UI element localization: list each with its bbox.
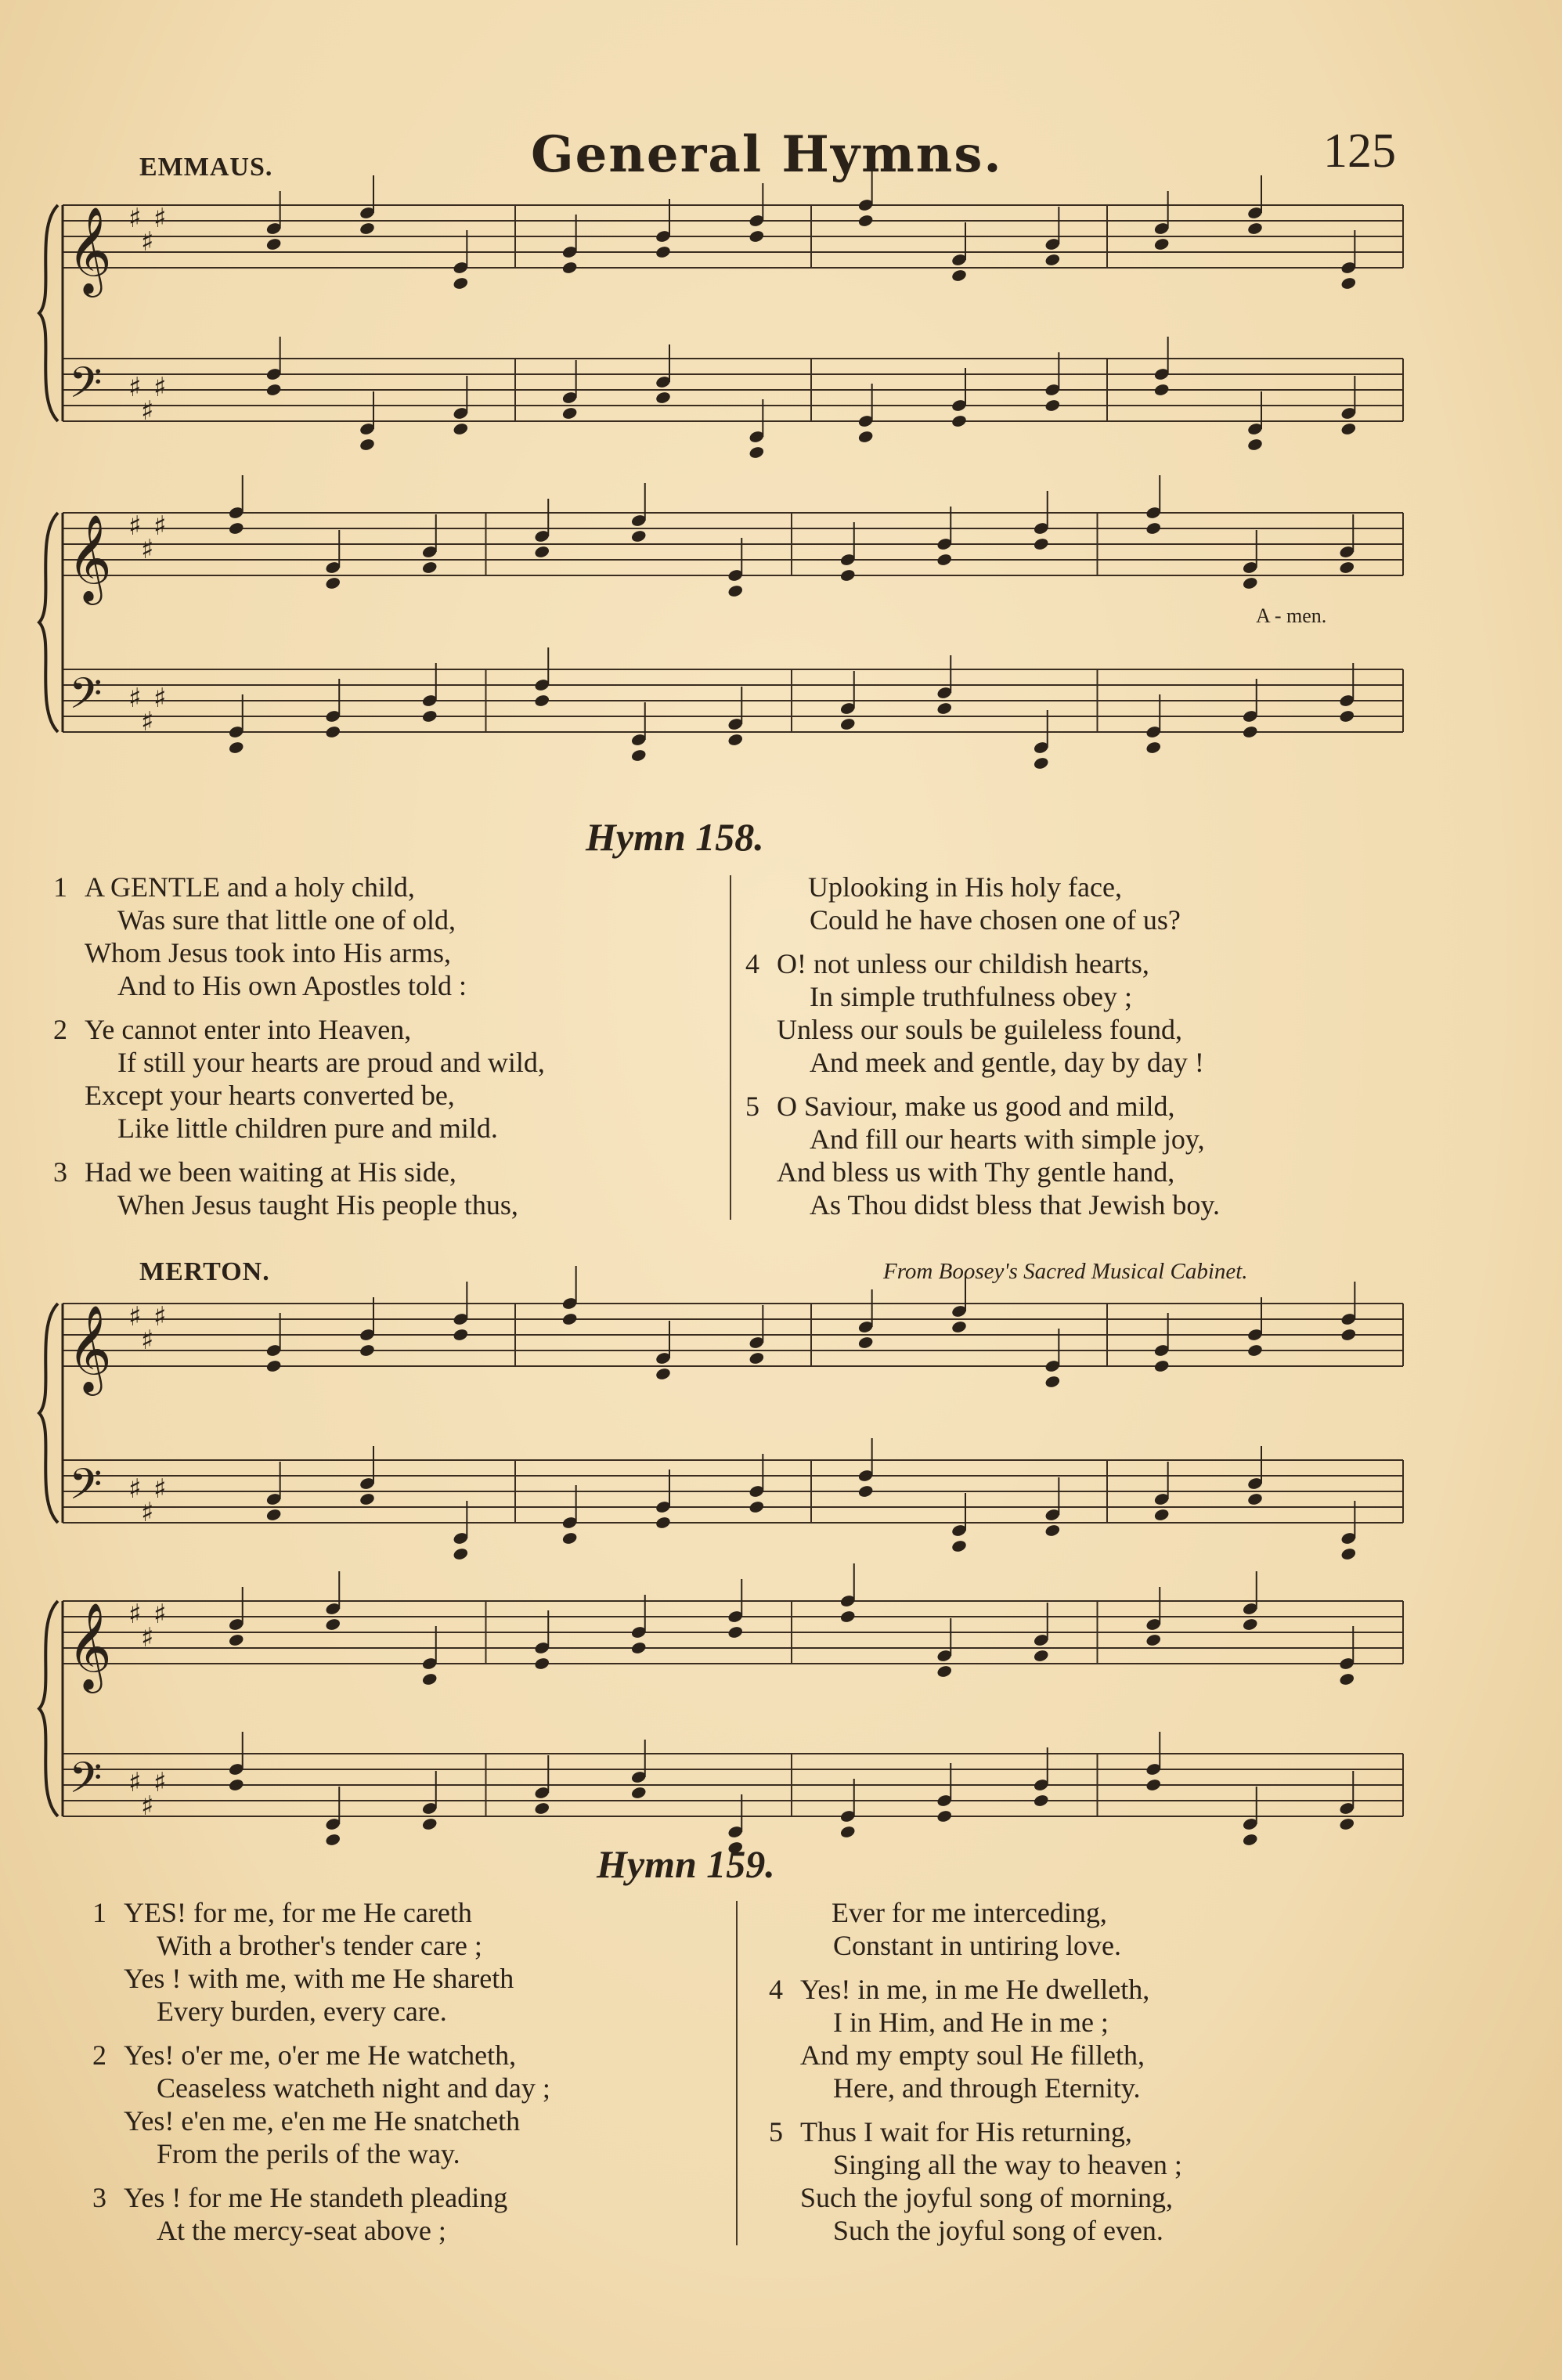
sharp-icon: ♯ [141,1622,154,1653]
note-head [857,430,874,444]
verse-number: 4 [745,948,759,979]
note-head [453,1547,469,1561]
verse-first-line [769,2115,1411,2148]
verse-line: And meek and gentle, day by day ! [810,1047,1204,1078]
note-head [839,1825,856,1839]
note-head [1339,1817,1355,1831]
hymn-159-column-2 [769,1896,1411,2258]
amen-label: A - men. [1256,604,1327,627]
verse-line-text: Yes! o'er me, o'er me He watcheth, [124,2039,517,2071]
note-head [1246,438,1263,452]
verse-line: At the mercy-seat above ; [157,2215,446,2246]
note-head [228,521,244,536]
sharp-icon: ♯ [141,1325,154,1356]
sharp-icon: ♯ [153,1473,167,1505]
note-head [630,529,647,543]
note-head [1242,725,1258,739]
verse-line-text: Yes! in me, in me He dwelleth, [800,1974,1150,2005]
treble-clef-icon: 𝄞 [67,514,112,601]
verse-number: 5 [769,2116,783,2147]
note-head [951,269,967,283]
verse-first-line [745,947,1419,980]
verse [53,1156,727,1221]
note-head [1242,576,1258,590]
verse-line: When Jesus taught His people thus, [117,1189,518,1221]
note-head [325,576,341,590]
verse-line-text: A GENTLE and a holy child, [85,871,415,903]
verse-first-line [92,2181,734,2214]
system-brace [39,513,58,732]
note-head [839,568,856,582]
note-head [534,545,550,559]
sharp-icon: ♯ [128,203,142,234]
verse-line: Constant in untiring love. [833,1930,1121,1961]
verse [745,1090,1419,1221]
system-brace [39,1601,58,1816]
note-head [936,701,953,716]
verse-line-text: Uplooking in His holy face, [808,871,1122,903]
note-head [359,438,375,452]
verse-line: Could he have chosen one of us? [810,904,1181,936]
verse-line-text: Ye cannot enter into Heaven, [85,1014,412,1045]
sharp-icon: ♯ [128,372,142,403]
sharp-icon: ♯ [141,534,154,565]
note-head [1246,1492,1263,1506]
note-head [228,1633,244,1647]
verse [92,1896,734,2028]
verse-number: 2 [92,2039,106,2071]
note-head [1145,1633,1162,1647]
sharp-icon: ♯ [153,1767,167,1798]
verse-line: And fill our hearts with simple joy, [810,1123,1205,1155]
verse-line: Unless our souls be guileless found, [777,1014,1182,1045]
verse-line: Yes! e'en me, e'en me He snatcheth [124,2105,521,2137]
verse [769,2115,1411,2247]
verse-first-line [745,871,1419,903]
verse-line-text: O! not unless our childish hearts, [777,948,1149,979]
note-head [1153,1508,1170,1522]
verse-first-line [745,1090,1419,1123]
note-head [630,1641,647,1655]
hymn-159-title: Hymn 159. [597,1842,775,1886]
verse-line-text: O Saviour, make us good and mild, [777,1091,1175,1122]
note-head [228,741,244,755]
tune-credit: From Boosey's Sacred Musical Cabinet. [883,1259,1248,1284]
verse-first-line [769,1896,1411,1929]
sharp-icon: ♯ [128,1767,142,1798]
hymn-158-title: Hymn 158. [586,815,764,859]
verse-line: Such the joyful song of morning, [800,2182,1173,2213]
note-head [1242,1617,1258,1632]
verse-line: Ceaseless watcheth night and day ; [157,2072,550,2104]
note-head [936,1664,953,1679]
note-head [1153,1359,1170,1373]
verse-line-text: Yes ! for me He standeth pleading [124,2182,508,2213]
note-head [561,261,578,275]
note-head [265,383,282,397]
verse-first-line [92,1896,734,1929]
note-head [1339,709,1355,723]
verse-line: Here, and through Eternity. [833,2072,1141,2104]
hymn-159-column-1 [92,1896,734,2258]
note-head [359,222,375,236]
sharp-icon: ♯ [141,1790,154,1822]
note-head [561,1312,578,1326]
page-title: General Hymns. [531,125,1003,184]
note-head [325,1833,341,1847]
note-head [1246,222,1263,236]
verse [53,1013,727,1145]
verse-line: Like little children pure and mild. [117,1112,498,1144]
verse-line: With a brother's tender care ; [157,1930,482,1961]
note-head [655,245,671,259]
note-head [325,1617,341,1632]
sharp-icon: ♯ [153,203,167,234]
note-head [749,445,765,460]
note-head [857,1484,874,1498]
note-head [453,422,469,436]
note-head [1153,237,1170,251]
sharp-icon: ♯ [141,226,154,258]
verse-first-line [53,1013,727,1046]
note-head [228,1778,244,1792]
note-head [1153,383,1170,397]
sharp-icon: ♯ [141,706,154,737]
note-head [1246,1343,1263,1358]
column-divider [730,875,731,1220]
verse-line-text: YES! for me, for me He careth [124,1897,472,1928]
tune-name-emmaus: EMMAUS. [139,153,273,182]
note-head [1145,1778,1162,1792]
verse-number: 4 [769,1974,783,2005]
treble-clef-icon: 𝄞 [67,206,112,294]
note-head [1145,741,1162,755]
note-head [1033,537,1049,551]
verse-line: Yes ! with me, with me He shareth [124,1963,514,1994]
verse-line: I in Him, and He in me ; [833,2007,1109,2038]
hymn-158-column-1 [53,871,727,1232]
note-head [749,229,765,243]
note-head [1340,1547,1357,1561]
note-head [534,1801,550,1816]
note-head [265,237,282,251]
note-head [857,1336,874,1350]
bass-clef-icon: 𝄢 [69,1753,103,1813]
note-head [421,1817,438,1831]
note-head [857,214,874,228]
sharp-icon: ♯ [153,372,167,403]
bass-clef-icon: 𝄢 [69,1459,103,1520]
verse-number: 3 [92,2182,106,2213]
note-head [534,694,550,708]
verse-number: 5 [745,1091,759,1122]
note-head [1044,398,1061,413]
note-head [655,391,671,405]
note-head [727,1625,744,1639]
verse-number: 1 [53,871,67,903]
verse-line: If still your hearts are proud and wild, [117,1047,545,1078]
sharp-icon: ♯ [128,683,142,714]
note-head [839,717,856,731]
verse-first-line [53,871,727,903]
verse [745,871,1419,936]
verse-line: And bless us with Thy gentle hand, [777,1156,1175,1188]
note-head [1340,276,1357,290]
system-brace [39,1304,58,1523]
bass-clef-icon: 𝄢 [69,669,103,729]
verse-number: 1 [92,1897,106,1928]
sharp-icon: ♯ [153,1599,167,1630]
note-head [1339,1672,1355,1686]
sharp-icon: ♯ [128,1599,142,1630]
sharp-icon: ♯ [128,1473,142,1505]
note-head [561,1531,578,1545]
verse-line: As Thou didst bless that Jewish boy. [810,1189,1221,1221]
verse-line-text: Thus I wait for His returning, [800,2116,1132,2147]
note-head [265,1508,282,1522]
sharp-icon: ♯ [141,1497,154,1528]
note-head [1044,1375,1061,1389]
verse-line: Singing all the way to heaven ; [833,2149,1182,2180]
note-head [1145,521,1162,536]
verse-line-text: Ever for me interceding, [832,1897,1107,1928]
verse-line: Such the joyful song of even. [833,2215,1163,2246]
note-head [421,709,438,723]
sharp-icon: ♯ [128,1301,142,1332]
verse [92,2039,734,2170]
verse [92,2181,734,2247]
note-head [534,1657,550,1671]
hymn-158-column-2 [745,871,1419,1232]
sharp-icon: ♯ [153,683,167,714]
sharp-icon: ♯ [153,1301,167,1332]
treble-clef-icon: 𝄞 [67,1602,112,1689]
verse-first-line [92,2039,734,2072]
sharp-icon: ♯ [128,510,142,542]
note-head [630,748,647,763]
sharp-icon: ♯ [153,510,167,542]
note-head [839,1610,856,1624]
verse-number: 3 [53,1156,67,1188]
note-head [561,406,578,420]
verse-number: 2 [53,1014,67,1045]
note-head [727,584,744,598]
verse [53,871,727,1002]
note-head [630,1786,647,1800]
verse-first-line [53,1156,727,1188]
note-head [1242,1833,1258,1847]
column-divider [736,1901,738,2245]
note-head [1033,1649,1049,1663]
note-head [951,1539,967,1553]
note-head [359,1343,375,1358]
note-head [1044,1524,1061,1538]
note-head [655,1367,671,1381]
verse-line: From the perils of the way. [157,2138,460,2169]
sharp-icon: ♯ [141,395,154,427]
note-head [936,553,953,567]
note-head [453,276,469,290]
note-head [1340,1328,1357,1342]
verse-line: Except your hearts converted be, [85,1080,455,1111]
note-head [359,1492,375,1506]
system-brace [39,205,58,421]
verse-line: Was sure that little one of old, [117,904,456,936]
note-head [727,733,744,747]
treble-clef-icon: 𝄞 [67,1304,112,1392]
note-head [936,1809,953,1823]
page-number: 125 [1323,124,1396,178]
verse-line: Whom Jesus took into His arms, [85,937,451,968]
note-head [951,1320,967,1334]
bass-clef-icon: 𝄢 [69,358,103,418]
note-head [421,561,438,575]
note-head [749,1500,765,1514]
note-head [325,725,341,739]
note-head [1340,422,1357,436]
note-head [421,1672,438,1686]
verse-line: Every burden, every care. [157,1996,447,2027]
note-head [1033,756,1049,770]
note-head [453,1328,469,1342]
verse-first-line [769,1973,1411,2006]
verse [745,947,1419,1079]
note-head [1033,1794,1049,1808]
note-head [1339,561,1355,575]
note-head [951,414,967,428]
note-head [655,1516,671,1530]
note-head [265,1359,282,1373]
note-head [1044,253,1061,267]
verse-line: In simple truthfulness obey ; [810,981,1132,1012]
note-head [749,1351,765,1365]
verse-line: And my empty soul He filleth, [800,2039,1145,2071]
verse [769,1973,1411,2104]
verse-line: And to His own Apostles told : [117,970,467,1001]
verse-line-text: Had we been waiting at His side, [85,1156,456,1188]
tune-name-merton: MERTON. [139,1257,270,1286]
verse [769,1896,1411,1962]
